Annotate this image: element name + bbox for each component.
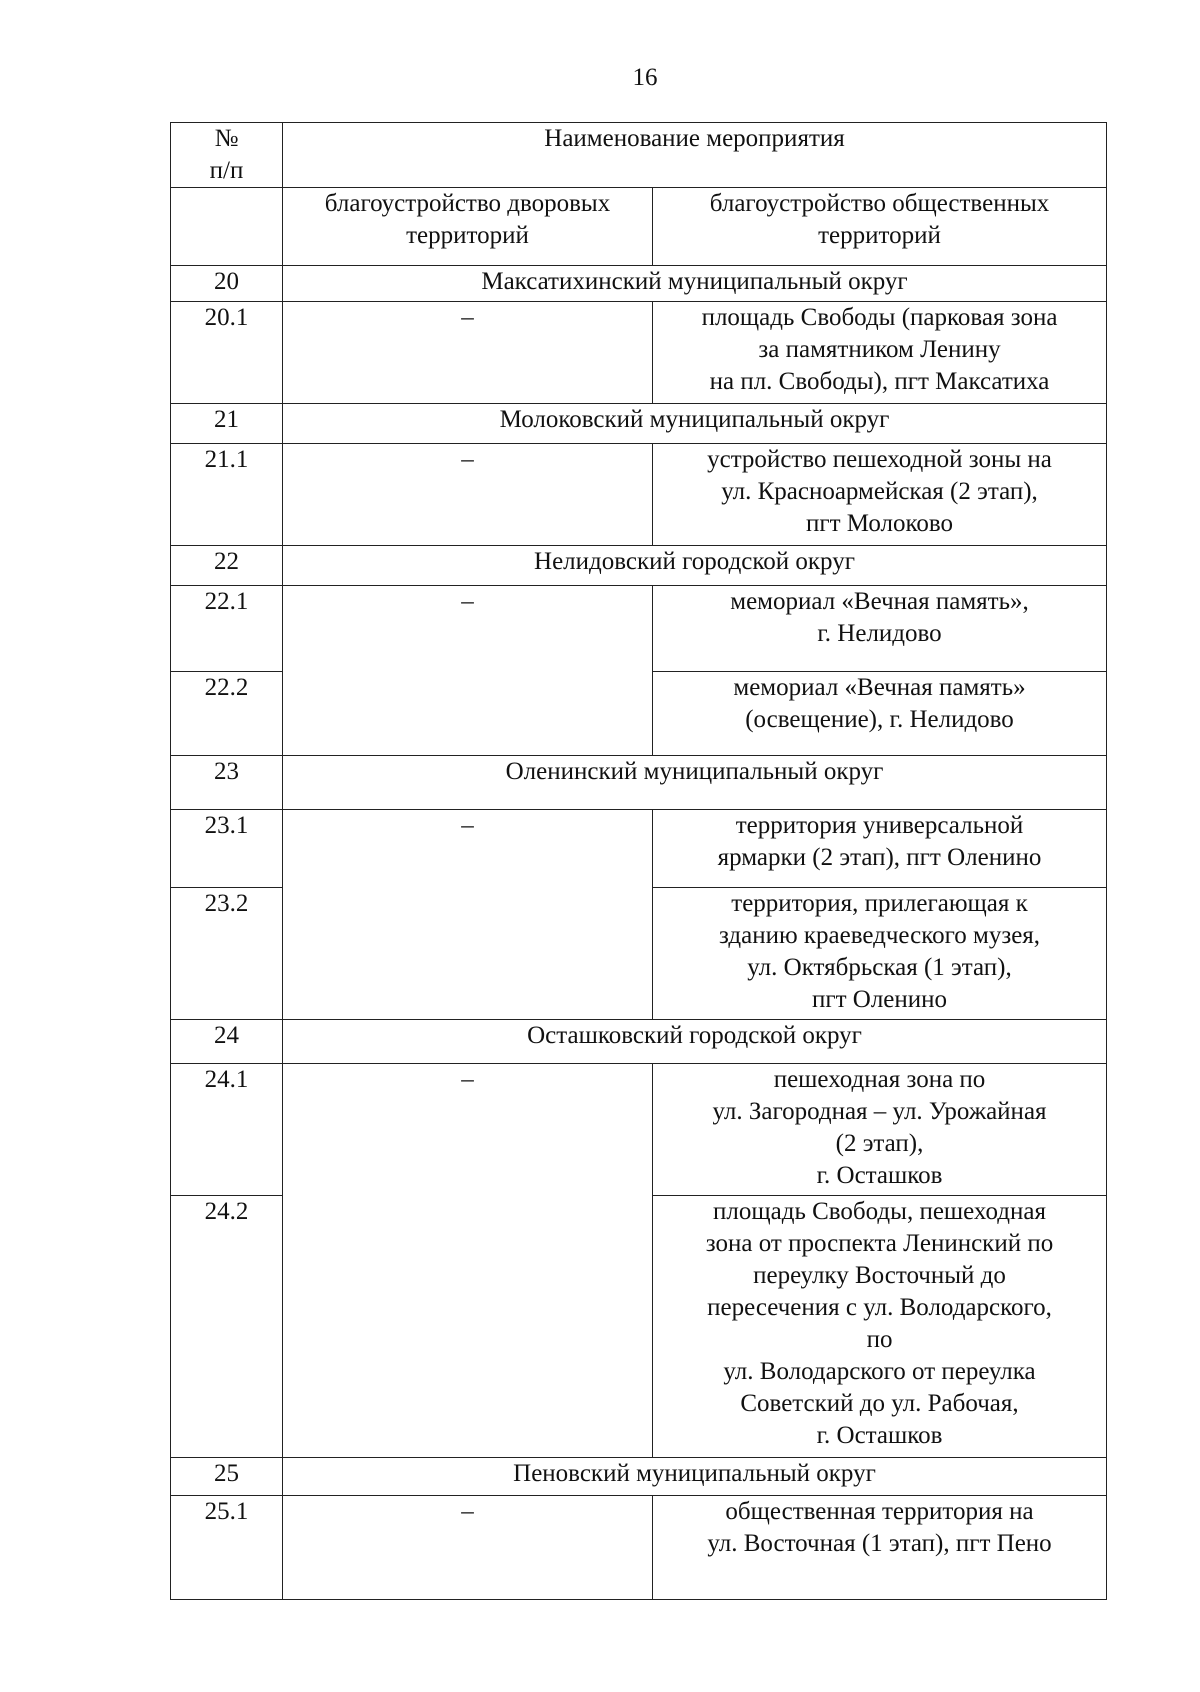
row-num: 22.1 <box>171 586 283 672</box>
yard-dash: – <box>283 1496 653 1600</box>
yard-dash: – <box>283 586 653 756</box>
public-territory: устройство пешеходной зоны на ул. Красноармейская (2 этап), пгт Молоково <box>653 444 1107 546</box>
yard-dash: – <box>283 1064 653 1458</box>
section-title: Нелидовский городской округ <box>283 546 1107 586</box>
page-number: 16 <box>632 64 658 91</box>
section-title: Молоковский муниципальный округ <box>283 404 1107 444</box>
public-territory: общественная территория на ул. Восточная (1 этап), пгт Пено <box>653 1496 1107 1600</box>
row-num: 23.1 <box>171 810 283 888</box>
yard-dash: – <box>283 444 653 546</box>
public-territory: площадь Свободы, пешеходная зона от проспекта Ленинский по переулку Восточный до пересечения с ул. Володарского, по ул. Володарского от переулка Советский до ул. Рабочая, г. Осташков <box>653 1196 1107 1458</box>
section-title: Оленинский муниципальный округ <box>283 756 1107 810</box>
row-num: 25.1 <box>171 1496 283 1600</box>
row-num: 20.1 <box>171 302 283 404</box>
row-num: 21.1 <box>171 444 283 546</box>
measures-table <box>170 122 1107 1600</box>
public-territory: территория универсальной ярмарки (2 этап), пгт Оленино <box>653 810 1107 888</box>
header-col-public: благоустройство общественных территорий <box>653 188 1107 266</box>
public-territory: пешеходная зона по ул. Загородная – ул. Урожайная (2 этап), г. Осташков <box>653 1064 1107 1196</box>
section-num: 22 <box>171 546 283 586</box>
public-territory: мемориал «Вечная память», г. Нелидово <box>653 586 1107 672</box>
public-territory: территория, прилегающая к зданию краеведческого музея, ул. Октябрьская (1 этап), пгт Оленино <box>653 888 1107 1020</box>
public-territory: мемориал «Вечная память» (освещение), г. Нелидово <box>653 672 1107 756</box>
header-col-yard: благоустройство дворовых территорий <box>283 188 653 266</box>
section-title: Пеновский муниципальный округ <box>283 1458 1107 1496</box>
header-num-label: № п/п <box>171 123 283 188</box>
header-empty-cell <box>171 188 283 266</box>
row-num: 24.2 <box>171 1196 283 1458</box>
row-num: 22.2 <box>171 672 283 756</box>
section-num: 25 <box>171 1458 283 1496</box>
section-title: Максатихинский муниципальный округ <box>283 266 1107 302</box>
yard-dash: – <box>283 810 653 1020</box>
yard-dash: – <box>283 302 653 404</box>
section-num: 20 <box>171 266 283 302</box>
section-num: 21 <box>171 404 283 444</box>
row-num: 24.1 <box>171 1064 283 1196</box>
section-title: Осташковский городской округ <box>283 1020 1107 1064</box>
row-num: 23.2 <box>171 888 283 1020</box>
section-num: 23 <box>171 756 283 810</box>
public-territory: площадь Свободы (парковая зона за памятником Ленину на пл. Свободы), пгт Максатиха <box>653 302 1107 404</box>
section-num: 24 <box>171 1020 283 1064</box>
header-title: Наименование мероприятия <box>283 123 1107 188</box>
